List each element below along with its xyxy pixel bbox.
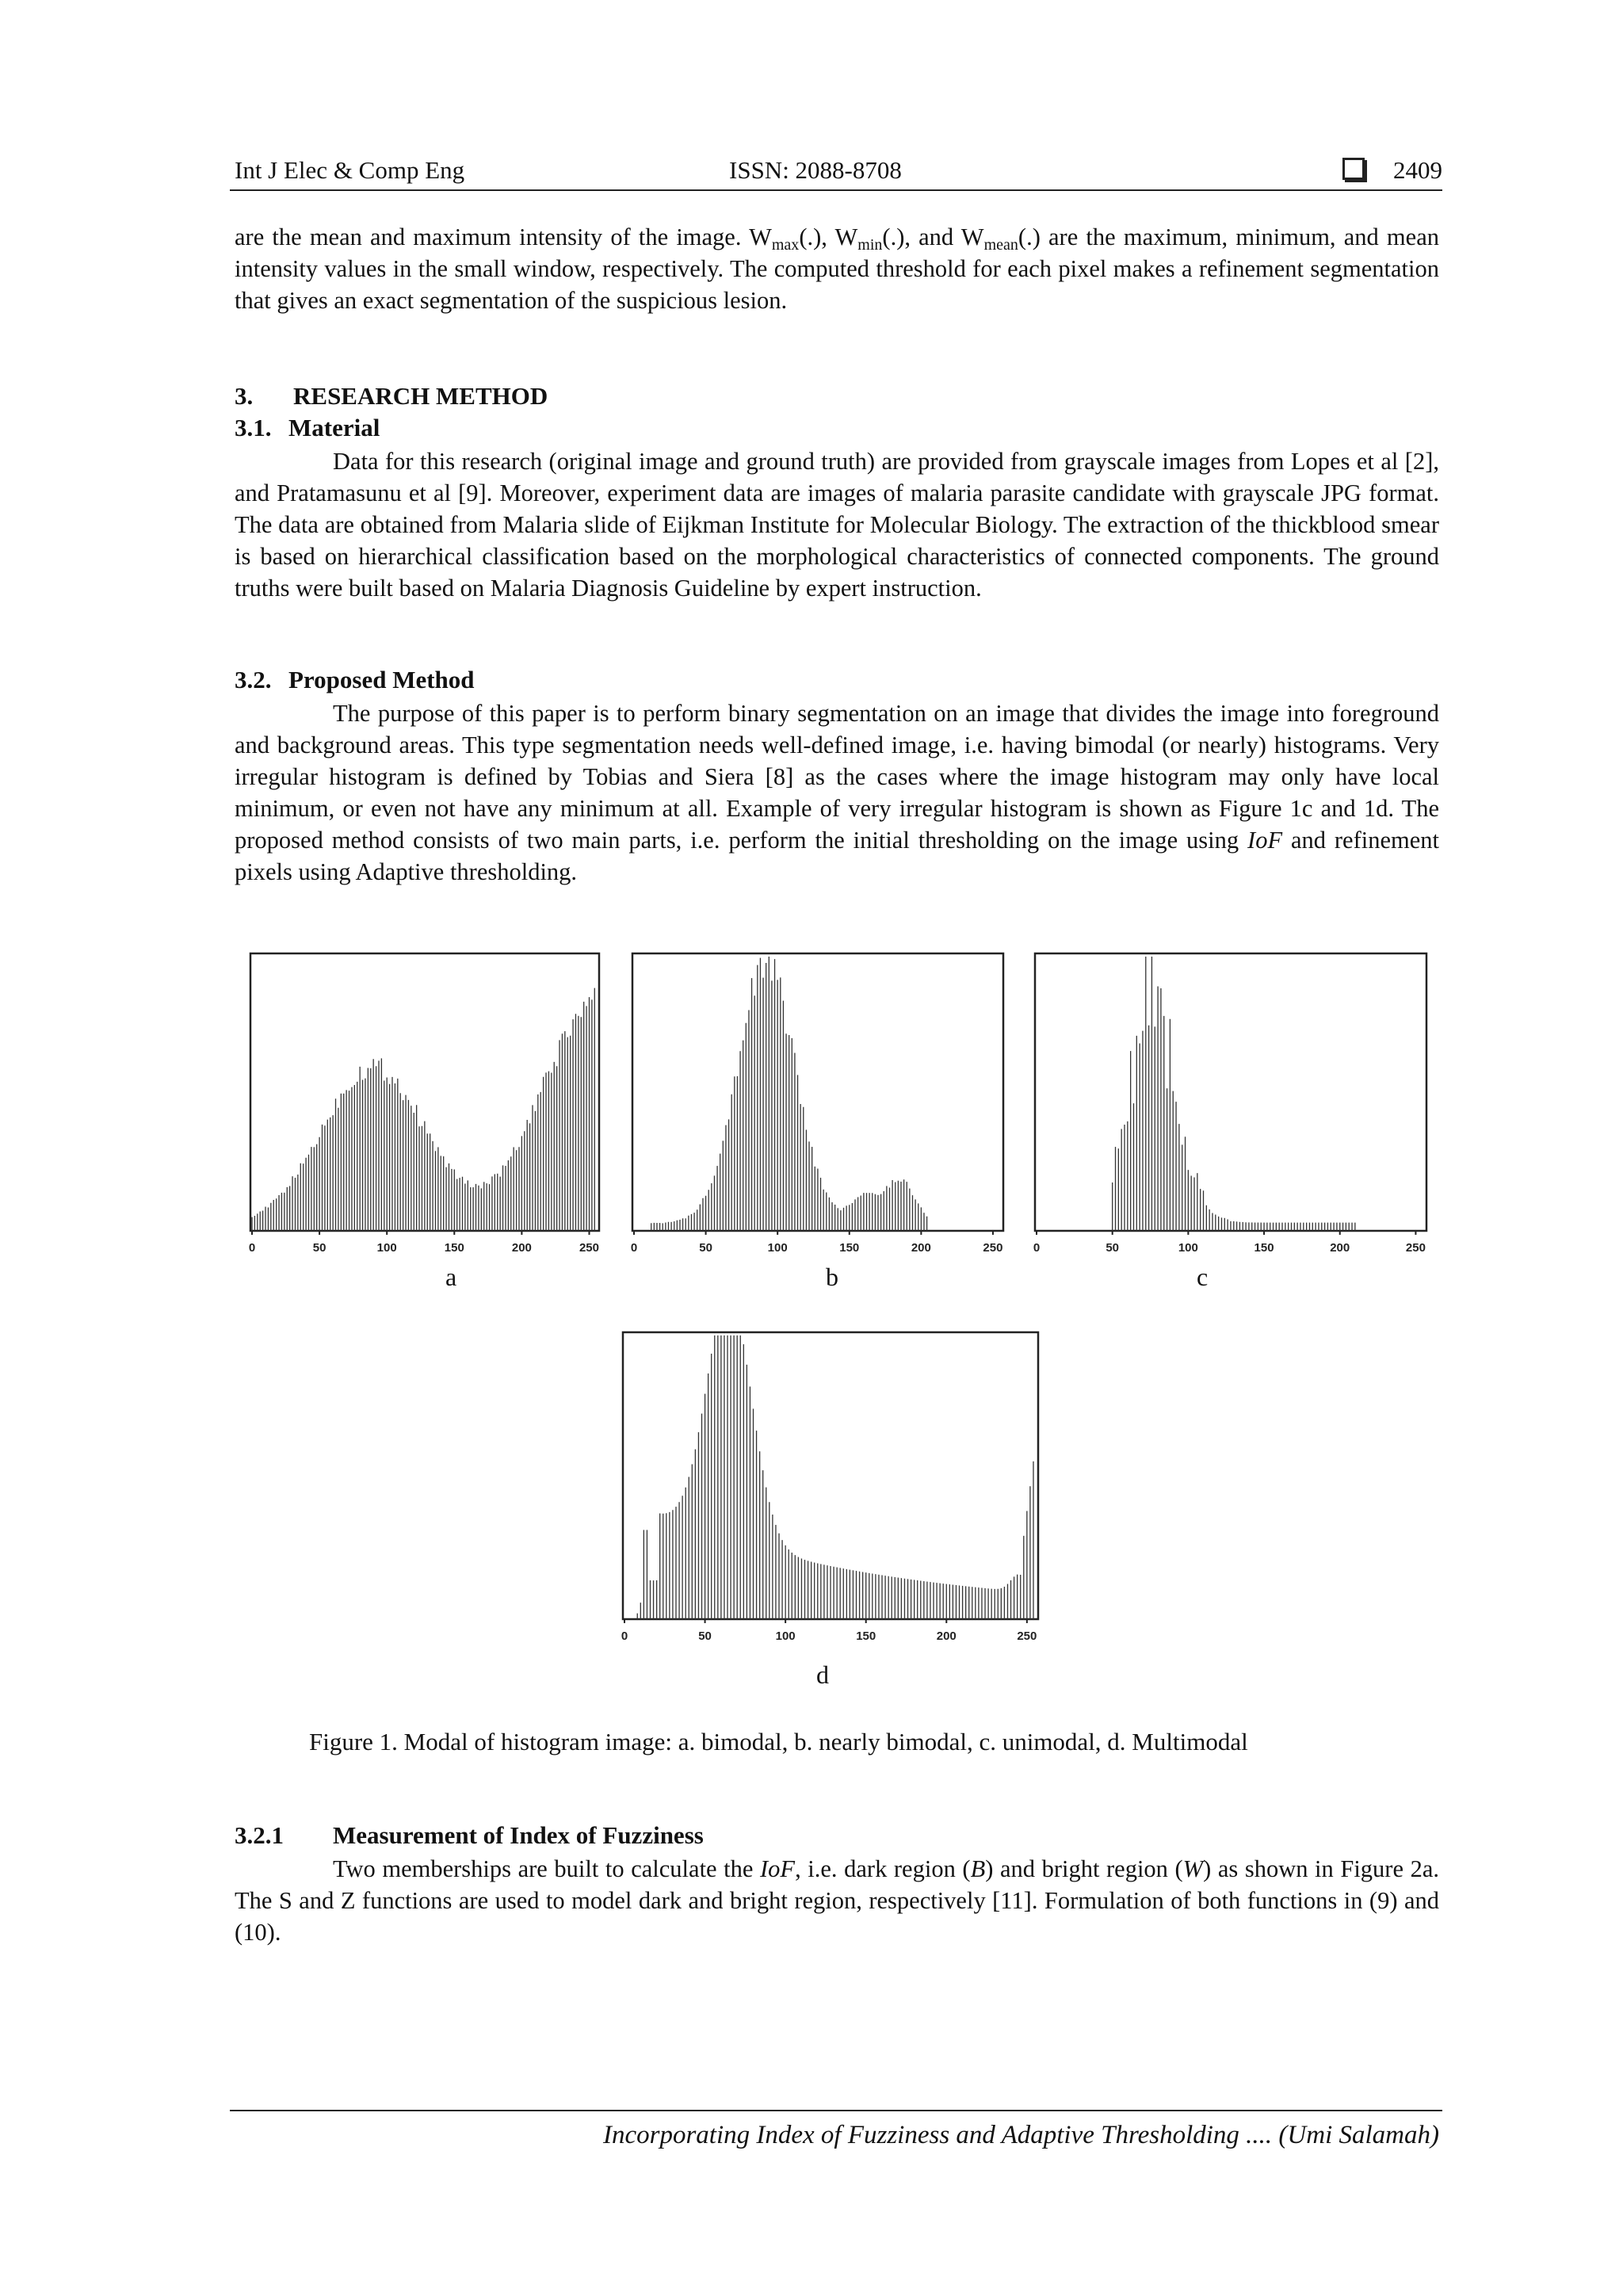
x-tick-label: 0 (1033, 1241, 1041, 1255)
footer-rule (230, 2110, 1442, 2111)
page-number-group (1342, 156, 1442, 185)
fuzziness-paragraph: Two memberships are built to calculate the IoF, i.e. dark region (B) and bright region (W) as shown in Figure 2a. The S and Z functions are used to model dark and bright region, respectively [11]. Formulation of both functions in (9) and (10). (235, 1855, 1439, 1946)
histogram-d (613, 1328, 1049, 1656)
x-tick-label: 0 (621, 1629, 628, 1643)
x-tick-label: 250 (1017, 1629, 1037, 1643)
running-header (230, 155, 1442, 191)
x-tick-label: 150 (444, 1241, 464, 1255)
panel-label-c: c (1197, 1263, 1209, 1291)
x-tick-label: 100 (376, 1241, 397, 1255)
page-box-icon (1342, 158, 1365, 180)
journal-name: Int J Elec & Comp Eng (235, 156, 465, 184)
x-tick-label: 100 (1178, 1241, 1198, 1255)
x-tick-label: 100 (775, 1629, 796, 1643)
x-tick-label: 250 (1405, 1241, 1426, 1255)
section-heading-3-1: 3.1. Material (235, 414, 380, 441)
x-tick-label: 200 (511, 1241, 532, 1255)
intro-paragraph: are the mean and maximum intensity of the image. $W_{max}(.)$, $W_{min}(.)$, and $W_{mean}(.)$ are the maximum, minimum, and mean intensity values in the small window, respectively. The computed threshold for each pixel makes a refinement segmentation that gives an exact segmentation of the suspicious lesion. (235, 223, 1439, 314)
issn: ISSN: 2088-8708 (729, 156, 902, 184)
x-tick-label: 100 (767, 1241, 788, 1255)
x-tick-label: 50 (699, 1241, 712, 1255)
x-tick-label: 0 (248, 1241, 256, 1255)
material-paragraph: Data for this research (original image and ground truth) are provided from grayscale images from Lopes et al [2], and Pratamasunu et al [9]. Moreover, experiment data are images of malaria parasite candidate with grayscale JPG format. The data are obtained from Malaria slide of Eijkman Institute for Molecular Biology. The extraction of the thickblood smear is based on hierarchical classification based on the morphological characteristics of connected components. The ground truths were built based on Malaria Diagnosis Guideline by expert instruction. (235, 448, 1439, 602)
x-tick-label: 50 (312, 1241, 327, 1255)
histogram-b (626, 947, 1010, 1264)
histogram-a (242, 947, 607, 1264)
plot-frame (1035, 953, 1426, 1231)
page-number: 2409 (1393, 156, 1442, 184)
figure-1-caption: Figure 1. Modal of histogram image: a. bimodal, b. nearly bimodal, c. unimodal, d. Multimodal (309, 1728, 1248, 1755)
panel-label-d: d (816, 1660, 829, 1689)
panel-label-a: a (445, 1263, 457, 1291)
running-footer: Incorporating Index of Fuzziness and Adaptive Thresholding .... (Umi Salamah) (602, 2121, 1439, 2149)
proposed-method-paragraph: The purpose of this paper is to perform binary segmentation on an image that divides the image into foreground and background areas. This type segmentation needs well-defined image, i.e. having bimodal (or nearly) histograms. Very irregular histogram is defined by Tobias and Siera [8] as the cases where the image histogram may only have local minimum, or even not have any minimum at all. Example of very irregular histogram is shown as Figure 1c and 1d. The proposed method consists of two main parts, i.e. perform the initial thresholding on the image using IoF and refinement pixels using Adaptive thresholding. (235, 700, 1440, 885)
x-tick-label: 150 (1254, 1241, 1274, 1255)
x-tick-label: 250 (579, 1241, 600, 1255)
histogram-c (1029, 947, 1433, 1264)
x-tick-label: 150 (839, 1241, 860, 1255)
section-heading-3-2: 3.2. Proposed Method (235, 666, 475, 693)
x-tick-label: 250 (983, 1241, 1003, 1255)
section-heading-3: 3. RESEARCH METHOD (235, 382, 548, 410)
x-tick-label: 0 (630, 1241, 638, 1255)
x-tick-label: 200 (911, 1241, 931, 1255)
section-heading-3-2-1: 3.2.1 Measurement of Index of Fuzziness (235, 1821, 704, 1849)
panel-label-b: b (826, 1263, 838, 1291)
x-tick-label: 200 (1330, 1241, 1350, 1255)
x-tick-label: 50 (698, 1629, 712, 1643)
x-tick-label: 150 (856, 1629, 876, 1643)
x-tick-label: 200 (936, 1629, 957, 1643)
x-tick-label: 50 (1106, 1241, 1120, 1255)
